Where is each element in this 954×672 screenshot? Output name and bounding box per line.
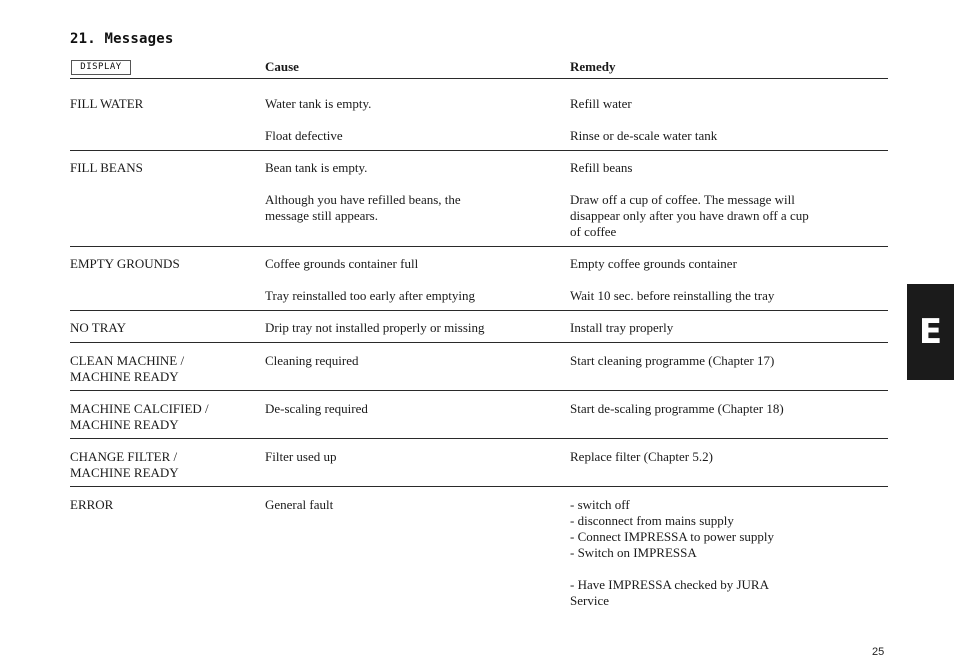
display-message: FILL WATER — [70, 96, 144, 111]
display-message: EMPTY GROUNDS — [70, 256, 180, 271]
language-section-tab: E — [907, 284, 954, 380]
remedy-text: Install tray properly — [570, 320, 674, 335]
cause-text: Tray reinstalled too early after emptying — [265, 288, 475, 303]
display-message: FILL BEANS — [70, 160, 143, 175]
remedy-text: Draw off a cup of coffee. The message will disappear only after you have drawn off a cup of coffee — [570, 192, 809, 239]
remedy-text: Refill water — [570, 96, 632, 111]
row-divider — [70, 390, 888, 391]
cause-text: Drip tray not installed properly or missing — [265, 320, 485, 335]
display-message: ERROR — [70, 497, 114, 512]
cause-column-header: Cause — [265, 59, 299, 74]
cause-text: Cleaning required — [265, 353, 359, 368]
section-heading: 21. Messages — [70, 31, 174, 47]
header-rule — [70, 78, 888, 79]
row-divider — [70, 486, 888, 487]
row-divider — [70, 438, 888, 439]
cause-text: Float defective — [265, 128, 343, 143]
remedy-text: Empty coffee grounds container — [570, 256, 737, 271]
cause-text: Bean tank is empty. — [265, 160, 368, 175]
remedy-text: Refill beans — [570, 160, 633, 175]
cause-text: Although you have refilled beans, the message still appears. — [265, 192, 461, 223]
cause-text: Filter used up — [265, 449, 337, 464]
row-divider — [70, 342, 888, 343]
display-message: NO TRAY — [70, 320, 126, 335]
remedy-text: Wait 10 sec. before reinstalling the tray — [570, 288, 775, 303]
display-message: CHANGE FILTER / MACHINE READY — [70, 449, 179, 480]
remedy-text: Start de-scaling programme (Chapter 18) — [570, 401, 784, 416]
display-message: CLEAN MACHINE / MACHINE READY — [70, 353, 185, 384]
display-message: MACHINE CALCIFIED / MACHINE READY — [70, 401, 209, 432]
row-divider — [70, 310, 888, 311]
page-number: 25 — [872, 646, 885, 658]
display-column-badge: DISPLAY — [71, 60, 131, 75]
cause-text: De-scaling required — [265, 401, 368, 416]
cause-text: Coffee grounds container full — [265, 256, 419, 271]
remedy-text: - switch off - disconnect from mains supply - Connect IMPRESSA to power supply - Switch on IMPRESSA - Have IMPRESSA checked by JURA Service — [570, 497, 775, 608]
cause-text: General fault — [265, 497, 334, 512]
remedy-text: Rinse or de-scale water tank — [570, 128, 718, 143]
row-divider — [70, 150, 888, 151]
cause-text: Water tank is empty. — [265, 96, 372, 111]
remedy-text: Replace filter (Chapter 5.2) — [570, 449, 713, 464]
row-divider — [70, 246, 888, 247]
remedy-column-header: Remedy — [570, 59, 616, 74]
remedy-text: Start cleaning programme (Chapter 17) — [570, 353, 775, 368]
